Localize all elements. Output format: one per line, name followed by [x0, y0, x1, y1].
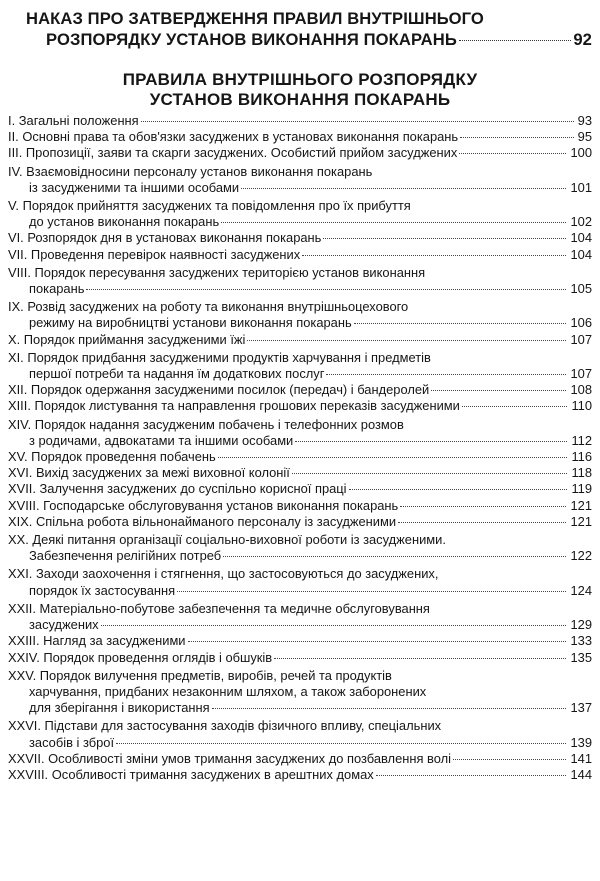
toc-entry-last-line — [8, 398, 592, 414]
toc-entry-title: VII. Проведення перевірок наявності засуджених — [8, 246, 301, 262]
toc-entry — [8, 566, 592, 598]
dot-leader — [431, 390, 566, 391]
toc-entry — [8, 650, 592, 666]
toc-page-number: 121 — [570, 497, 592, 513]
toc-entry-last-line — [8, 366, 592, 382]
dot-leader — [141, 121, 574, 122]
dot-leader — [212, 708, 567, 709]
toc-entry-title: XVI. Вихід засуджених за межі виховної колонії — [8, 465, 290, 481]
toc-entry-line: IV. Взаємовідносини персоналу установ виконання покарань — [8, 163, 373, 179]
toc-page-number: 107 — [570, 366, 592, 382]
dot-leader — [188, 641, 567, 642]
decree-title-last-line — [8, 29, 592, 50]
toc-entry-title: VI. Розпорядок дня в установах виконання покарань — [8, 230, 322, 246]
toc-entry-title: режиму на виробництві установи виконання покарань — [29, 315, 352, 331]
dot-leader — [247, 340, 566, 341]
toc-entry-last-line — [8, 315, 592, 331]
toc-entry-last-line — [8, 281, 592, 297]
toc-page-number: 133 — [570, 633, 592, 649]
table-of-contents — [8, 113, 592, 783]
toc-entry-title: XVII. Залучення засуджених до суспільно корисної праці — [8, 481, 347, 497]
toc-entry-title: III. Пропозиції, заяви та скарги засуджених. Особистий прийом засуджених — [8, 145, 458, 161]
toc-entry-last-line — [8, 548, 592, 564]
toc-entry — [8, 382, 592, 398]
toc-page-number: 106 — [570, 315, 592, 331]
toc-entry — [8, 145, 592, 161]
toc-entry-last-line — [8, 465, 592, 481]
toc-entry — [8, 751, 592, 767]
toc-entry-title: Забезпечення релігійних потреб — [29, 548, 222, 564]
toc-page-number: 110 — [571, 398, 592, 414]
toc-page-number: 124 — [570, 582, 592, 598]
toc-entry-line: V. Порядок прийняття засуджених та повідомлення про їх прибуття — [8, 198, 411, 214]
toc-entry-title: XIX. Спільна робота вільнонайманого персоналу із засудженими — [8, 513, 397, 529]
dot-leader — [460, 137, 574, 138]
dot-leader — [223, 556, 566, 557]
toc-entry-last-line — [8, 700, 592, 716]
dot-leader — [221, 222, 566, 223]
toc-entry-title: порядок їх застосування — [29, 582, 176, 598]
toc-page-number: 101 — [570, 179, 592, 195]
toc-entry-last-line — [8, 617, 592, 633]
dot-leader — [453, 759, 566, 760]
toc-entry-title: до установ виконання покарань — [29, 214, 220, 230]
decree-heading — [8, 8, 592, 50]
toc-entry-last-line — [8, 382, 592, 398]
dot-leader — [459, 153, 566, 154]
toc-entry-last-line — [8, 583, 592, 599]
dot-leader — [323, 238, 566, 239]
toc-page-number: 105 — [570, 281, 592, 297]
toc-entry — [8, 481, 592, 497]
toc-entry-last-line — [8, 247, 592, 263]
toc-entry — [8, 532, 592, 564]
toc-entry — [8, 668, 592, 717]
toc-page-number: 121 — [570, 513, 592, 529]
toc-page-number: 116 — [571, 449, 592, 465]
toc-page-number: 135 — [570, 649, 592, 665]
toc-entry-line: XI. Порядок придбання засудженими продуктів харчування і предметів — [8, 349, 431, 365]
dot-leader — [354, 323, 567, 324]
toc-page-number: 119 — [571, 481, 592, 497]
toc-page-number: 104 — [570, 246, 592, 262]
toc-entry — [8, 718, 592, 750]
dot-leader — [349, 489, 568, 490]
toc-entry-last-line — [8, 514, 592, 530]
toc-entry-line: XXI. Заходи заохочення і стягнення, що застосовуються до засуджених, — [8, 566, 439, 582]
toc-entry-line: XXVI. Підстави для застосування заходів фізичного впливу, спеціальних — [8, 718, 442, 734]
toc-page-number: 141 — [570, 750, 592, 766]
toc-page-number: 144 — [570, 766, 592, 782]
toc-page-number: 100 — [570, 145, 592, 161]
toc-entry-last-line — [8, 481, 592, 497]
toc-entry-last-line — [8, 230, 592, 246]
decree-title-line: НАКАЗ ПРО ЗАТВЕРДЖЕННЯ ПРАВИЛ ВНУТРІШНЬОГО — [26, 9, 484, 28]
toc-entry-title: з родичами, адвокатами та іншими особами — [29, 432, 294, 448]
dot-leader — [462, 406, 568, 407]
dot-leader — [295, 441, 567, 442]
dot-leader — [86, 289, 566, 290]
toc-entry-title: засуджених — [29, 617, 99, 633]
dot-leader — [398, 522, 566, 523]
toc-entry-last-line — [8, 433, 592, 449]
toc-entry-last-line — [8, 751, 592, 767]
rules-title-line: УСТАНОВ ВИКОНАННЯ ПОКАРАНЬ — [149, 90, 451, 109]
toc-page-number: 129 — [570, 617, 592, 633]
toc-entry — [8, 601, 592, 633]
toc-page-number: 107 — [570, 331, 592, 347]
toc-entry-last-line — [8, 633, 592, 649]
toc-entry — [8, 398, 592, 414]
toc-entry-last-line — [8, 735, 592, 751]
toc-entry — [8, 449, 592, 465]
toc-page-number: 122 — [570, 548, 592, 564]
toc-page-number: 102 — [570, 214, 592, 230]
toc-entry — [8, 113, 592, 129]
toc-entry-last-line — [8, 650, 592, 666]
dot-leader — [274, 658, 566, 659]
toc-entry-line: XX. Деякі питання організації соціально-виховної роботи із засудженими. — [8, 532, 446, 548]
toc-page-number: 118 — [571, 465, 592, 481]
dot-leader — [326, 374, 566, 375]
dot-leader — [459, 40, 571, 41]
toc-entry — [8, 498, 592, 514]
toc-entry-line: XXII. Матеріально-побутове забезпечення та медичне обслуговування — [8, 600, 430, 616]
toc-entry — [8, 514, 592, 530]
toc-entry-title: для зберігання і використання — [29, 700, 210, 716]
toc-entry-title: XIII. Порядок листування та направлення грошових переказів засудженими — [8, 398, 460, 414]
toc-entry-title: XV. Порядок проведення побачень — [8, 449, 216, 465]
toc-entry-title: XXVII. Особливості зміни умов тримання засуджених до позбавлення волі — [8, 750, 452, 766]
toc-page-number: 139 — [570, 734, 592, 750]
rules-title-line: ПРАВИЛА ВНУТРІШНЬОГО РОЗПОРЯДКУ — [122, 70, 478, 89]
toc-entry — [8, 198, 592, 230]
toc-entry-last-line — [8, 449, 592, 465]
toc-page-number: 137 — [570, 700, 592, 716]
toc-entry-last-line — [8, 145, 592, 161]
dot-leader — [177, 591, 566, 592]
dot-leader — [241, 188, 566, 189]
dot-leader — [376, 775, 567, 776]
toc-entry — [8, 465, 592, 481]
dot-leader — [400, 506, 566, 507]
toc-entry-last-line — [8, 767, 592, 783]
toc-entry — [8, 350, 592, 382]
dot-leader — [101, 625, 567, 626]
toc-entry-title: I. Загальні положення — [8, 113, 139, 128]
toc-entry — [8, 633, 592, 649]
toc-page-number: 112 — [571, 432, 592, 448]
toc-entry-title: XXIV. Порядок проведення оглядів і обшуків — [8, 649, 273, 665]
dot-leader — [116, 743, 566, 744]
toc-entry-last-line — [8, 129, 592, 145]
toc-entry-line: XIV. Порядок надання засудженим побачень і телефонних розмов — [8, 416, 404, 432]
toc-entry-title: із засудженими та іншими особами — [29, 179, 240, 195]
toc-entry-title: X. Порядок приймання засудженими їжі — [8, 331, 246, 347]
toc-entry-title: XII. Порядок одержання засудженими посилок (передач) і бандеролей — [8, 382, 430, 398]
toc-page-number: 93 — [577, 113, 592, 128]
toc-entry — [8, 299, 592, 331]
toc-entry — [8, 417, 592, 449]
toc-entry — [8, 129, 592, 145]
dot-leader — [302, 255, 566, 256]
toc-entry-last-line — [8, 180, 592, 196]
toc-entry-last-line — [8, 214, 592, 230]
rules-title — [8, 70, 592, 110]
toc-entry-title: засобів і зброї — [29, 734, 115, 750]
toc-entry-title: XVIII. Господарське обслуговування установ виконання покарань — [8, 497, 399, 513]
toc-entry-title: першої потреби та надання їм додаткових послуг — [29, 366, 325, 382]
toc-entry — [8, 332, 592, 348]
toc-entry — [8, 767, 592, 783]
toc-entry-last-line — [8, 113, 592, 129]
decree-title-text: РОЗПОРЯДКУ УСТАНОВ ВИКОНАННЯ ПОКАРАНЬ — [46, 30, 457, 49]
decree-page-number: 92 — [573, 30, 592, 49]
toc-entry — [8, 247, 592, 263]
toc-entry-line: VIII. Порядок пересування засуджених територією установ виконання — [8, 264, 426, 280]
toc-entry-line: XXV. Порядок вилучення предметів, виробів, речей та продуктів — [8, 667, 392, 683]
dot-leader — [292, 473, 568, 474]
toc-entry-last-line — [8, 498, 592, 514]
toc-entry-line: харчування, придбаних незаконним шляхом, а також заборонених — [29, 683, 427, 699]
dot-leader — [218, 457, 568, 458]
toc-page-number: 104 — [570, 230, 592, 246]
toc-entry-line: IX. Розвід засуджених на роботу та виконання внутрішньоцехового — [8, 299, 409, 315]
toc-entry-title: II. Основні права та обов'язки засуджених в установах виконання покарань — [8, 129, 459, 145]
toc-entry — [8, 164, 592, 196]
toc-page-number: 95 — [577, 129, 592, 145]
toc-entry-title: покарань — [29, 281, 85, 297]
toc-entry-title: XXVIII. Особливості тримання засуджених в арештних домах — [8, 766, 374, 782]
toc-entry-last-line — [8, 332, 592, 348]
toc-entry — [8, 265, 592, 297]
toc-entry — [8, 230, 592, 246]
toc-entry-title: XXIII. Нагляд за засудженими — [8, 633, 186, 649]
toc-page-number: 108 — [570, 382, 592, 398]
